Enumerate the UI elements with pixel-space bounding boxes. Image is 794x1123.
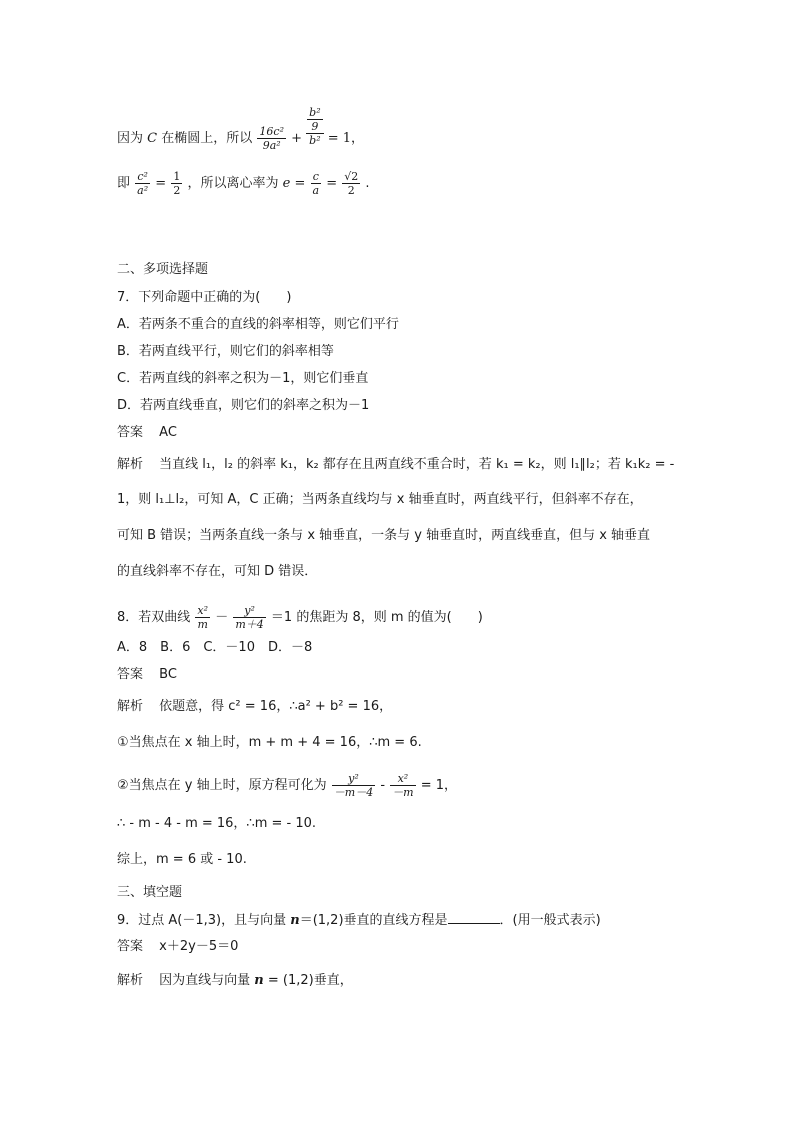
- solution-text: 依题意，得 c² = 16，∴a² + b² = 16，: [159, 699, 393, 714]
- option-c: C．若两直线的斜率之积为－1，则它们垂直: [117, 371, 369, 386]
- answer-8: [117, 666, 177, 684]
- fraction: $\frac{c}{a}$: [312, 170, 320, 197]
- equals: =: [294, 176, 306, 191]
- minus-sign: -: [380, 778, 386, 793]
- options-8: A．8 B．6 C．－10 D．－8: [117, 640, 313, 655]
- answer-7: [117, 424, 177, 442]
- section-heading: 三、填空题: [117, 885, 183, 900]
- question-8: [117, 604, 483, 631]
- var-c: C: [147, 131, 158, 146]
- fraction: $\frac{\text{c²}}{\text{a²}}$: [137, 170, 149, 197]
- text: 9．过点 A(－1,3)，且与向量: [117, 913, 291, 928]
- solution-9-line1: [117, 972, 353, 990]
- section-heading: 二、多项选择题: [117, 262, 209, 277]
- text: 在椭圆上，所以: [161, 131, 253, 146]
- solution-7-line1: [117, 456, 674, 474]
- text: ＝(1,2)垂直的直线方程是: [299, 913, 448, 928]
- solution-8-line1: [117, 698, 392, 716]
- answer-value: AC: [159, 425, 177, 440]
- minus-sign: －: [215, 610, 229, 625]
- solution-7-line4: 的直线斜率不存在，可知 D 错误．: [117, 564, 318, 579]
- text: = (1,2)垂直，: [263, 973, 353, 988]
- text: ．(用一般式表示): [499, 913, 601, 928]
- fraction-x2-m: $\frac{\text{x²}}{m}$: [197, 604, 209, 631]
- text: ，所以离心率为: [187, 176, 279, 191]
- solution-7-line2: 1，则 l₁⊥l₂，可知 A，C 正确；当两条直线均与 x 轴垂直时，两直线平行，但斜率不存在，: [117, 492, 643, 507]
- var-e: e: [282, 176, 291, 191]
- vector-n: n: [254, 973, 264, 988]
- text: 8．若双曲线: [117, 610, 191, 625]
- answer-value: x＋2y－5＝0: [159, 939, 239, 954]
- solution-8-line3: [117, 772, 457, 799]
- vector-n: n: [290, 913, 300, 928]
- solution-label: 解析: [117, 699, 144, 714]
- option-d: D．若两直线垂直，则它们的斜率之积为－1: [117, 398, 370, 413]
- answer-label: 答案: [117, 667, 144, 682]
- fraction-y2-m4: $\frac{\text{y²}}{m+4}$: [235, 604, 264, 631]
- text: 即: [117, 176, 131, 191]
- text: ＝1 的焦距为 8，则 m 的值为( ): [270, 610, 483, 625]
- solution-text: 当直线 l₁，l₂ 的斜率 k₁，k₂ 都存在且两直线不重合时，若 k₁ = k₂，则 l₁∥l₂；若 k₁k₂ = -: [159, 457, 675, 472]
- equals-one: = 1，: [327, 131, 365, 146]
- plus-sign: +: [291, 131, 303, 146]
- fraction: $\frac{\text{y²}}{-m-4}$: [333, 772, 374, 799]
- answer-label: 答案: [117, 939, 144, 954]
- solution-label: 解析: [117, 973, 144, 988]
- option-b: B．若两直线平行，则它们的斜率相等: [117, 344, 334, 359]
- fraction: $\frac{\text{x²}}{-m}$: [392, 772, 414, 799]
- text: = 1，: [420, 778, 458, 793]
- solution-8-line2: ①当焦点在 x 轴上时，m + m + 4 = 16，∴m = 6.: [117, 735, 422, 750]
- nested-fraction: $\frac{\text{b²}}{9}$ b²: [306, 106, 323, 147]
- text: ②当焦点在 y 轴上时，原方程可化为: [117, 778, 327, 793]
- answer-label: 答案: [117, 425, 144, 440]
- solution-7-line3: 可知 B 错误；当两条直线一条与 x 轴垂直，一条与 y 轴垂直时，两直线垂直，但与 x 轴垂直: [117, 528, 651, 543]
- solution-label: 解析: [117, 457, 144, 472]
- solution-8-line5: 综上，m = 6 或 - 10.: [117, 852, 247, 867]
- option-a: A．若两条不重合的直线的斜率相等，则它们平行: [117, 317, 399, 332]
- text: 因为: [117, 131, 144, 146]
- equals: =: [155, 176, 167, 191]
- solution-8-line4: ∴ - m - 4 - m = 16，∴m = - 10.: [117, 816, 317, 831]
- eccentricity-line: [117, 170, 370, 197]
- question-9: [117, 911, 601, 930]
- fraction-sqrt2-2: $\frac{√2}{2}$: [344, 170, 359, 197]
- equals: =: [326, 176, 338, 191]
- fraction: $\frac{1}{2}$: [173, 170, 181, 197]
- answer-value: BC: [159, 667, 177, 682]
- period: .: [365, 176, 370, 191]
- ellipse-line: [117, 106, 365, 159]
- answer-blank: [448, 911, 500, 924]
- text: 因为直线与向量: [159, 973, 255, 988]
- fraction-16c2-9a2: $\frac{\text{16c²}}{\text{9a²}}$: [259, 125, 284, 152]
- question-7: 7．下列命题中正确的为( ): [117, 290, 292, 305]
- answer-9: [117, 938, 238, 956]
